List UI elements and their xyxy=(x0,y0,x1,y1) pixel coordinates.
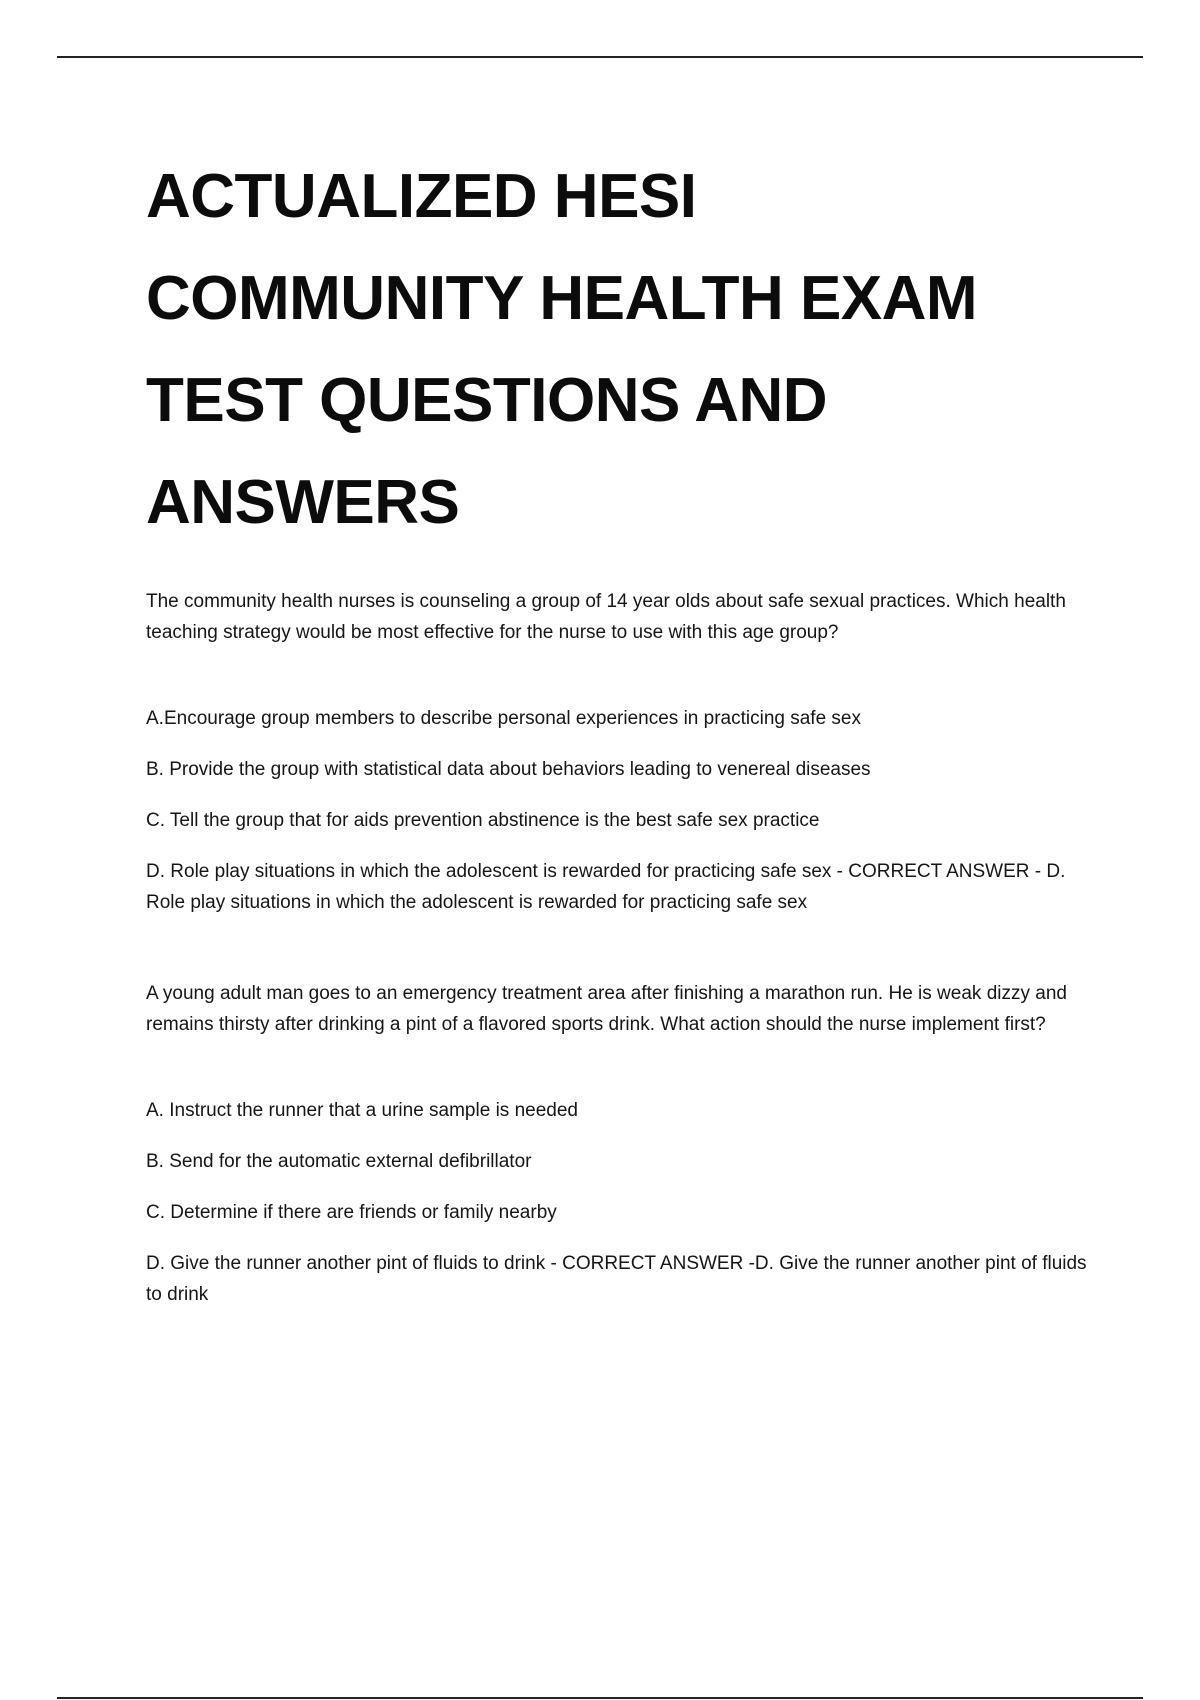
document-title xyxy=(146,146,1096,554)
answer-option: C. Determine if there are friends or family nearby xyxy=(146,1202,557,1223)
bottom-rule xyxy=(57,1697,1143,1699)
answer-option-correct: D. Give the runner another pint of fluids to drink - CORRECT ANSWER -D. Give the runner another pint of fluids to drink xyxy=(146,1253,1087,1305)
top-rule xyxy=(57,56,1143,58)
question-2 xyxy=(146,978,1096,1310)
answer-option: B. Send for the automatic external defibrillator xyxy=(146,1151,532,1172)
question-stem: A young adult man goes to an emergency treatment area after finishing a marathon run. He is weak dizzy and remains thirsty after drinking a pint of a flavored sports drink. What action should the nurse implement first? xyxy=(146,983,1067,1035)
title-line: ACTUALIZED HESI xyxy=(146,162,697,231)
question-1 xyxy=(146,586,1096,918)
answer-options xyxy=(146,703,1096,918)
title-line: TEST QUESTIONS AND xyxy=(146,366,828,435)
page-content xyxy=(146,146,1096,1330)
answer-option: B. Provide the group with statistical data about behaviors leading to venereal diseases xyxy=(146,759,871,780)
answer-option-correct: D. Role play situations in which the adolescent is rewarded for practicing safe sex - CORRECT ANSWER - D. Role play situations in which the adolescent is rewarded for practicing safe sex xyxy=(146,861,1066,913)
answer-options xyxy=(146,1095,1096,1310)
answer-option: C. Tell the group that for aids prevention abstinence is the best safe sex practice xyxy=(146,810,820,831)
title-line: COMMUNITY HEALTH EXAM xyxy=(146,264,978,333)
answer-option: A. Instruct the runner that a urine sample is needed xyxy=(146,1100,578,1121)
question-stem: The community health nurses is counseling a group of 14 year olds about safe sexual practices. Which health teaching strategy would be most effective for the nurse to use with this age group? xyxy=(146,591,1066,643)
title-line: ANSWERS xyxy=(146,468,460,537)
answer-option: A.Encourage group members to describe personal experiences in practicing safe sex xyxy=(146,708,861,729)
